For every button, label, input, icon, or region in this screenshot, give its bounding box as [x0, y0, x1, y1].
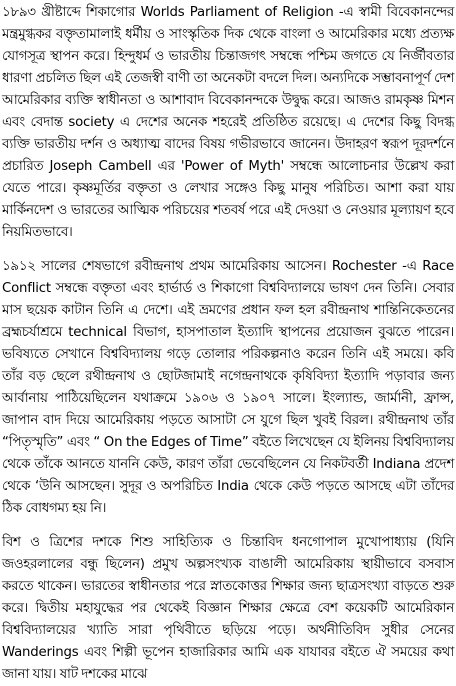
paragraph-gap: [2, 244, 454, 256]
paragraph-gap: [2, 520, 454, 532]
paragraph-immigration: বিশ ও ত্রিশের দশকে শিশু সাহিত্যিক ও চিন্তাবিদ ধনগোপাল মুখোপাধ্যায় (যিনি জওহরলালের বন্ধু ছিলেন) প্রমুখ অল্পসংখ্যক বাঙালী আমেরিকায় স্থায়ীভাবে বসবাস করতে থাকেন। ভারতের স্বাধীনতার পরে স্নাতকোত্তর শিক্ষার জন্য ছাত্রসংখ্যা বাড়তে শুরু করে। দ্বিতীয় মহাযুদ্ধের পর থেকেই বিজ্ঞান শিক্ষার ক্ষেত্রে বেশ কয়েকটি আমেরিকান বিশ্ববিদ্যালয়ের খ্যাতি সারা পৃথিবীতে ছড়িয়ে পড়ে। অর্থনীতিবিদ সুধীর সেনের Wanderings এবং শিল্পী ভূপেন হাজারিকার আমি এক যাযাবর বইতে ঐ সময়ের কথা জানা যায়। ষাট দশকের মাঝে: [2, 535, 454, 682]
paragraph-rabindranath: ১৯১২ সালের শেষভাগে রবীন্দ্রনাথ প্রথম আমেরিকায় আসেন। Rochester -এ Race Conflict সম্বন্ধে বক্তৃতা এবং হার্ভার্ড ও শিকাগো বিশ্ববিদ্যালয়ে ভাষণ দেন তিনি। সেবার মাস ছয়েক কাটান তিনি এ দেশে। এই ভ্রমণের প্রধান ফল হল রবীন্দ্রনাথ শান্তিনিকেতনের ব্রহ্মচর্যাশ্রমে technical বিভাগ, হাসপাতাল ইত্যাদি স্থাপনের প্রয়োজন বুঝতে পারেন। ভবিষ্যতে সেখানে বিশ্ববিদ্যালয় গড়ে তোলার পরিকল্পনাও করেন তিনি এই সময়ে। কবি তাঁর বড় ছেলে রথীন্দ্রনাথ ও ছোটজামাই নগেন্দ্রনাথকে কৃষিবিদ্যা ইত্যাদি পড়াবার জন্য আর্বানায় পাঠিয়েছিলেন যথাক্রমে ১৯০৬ ও ১৯০৭ সালে। ইংল্যান্ড, জার্মানী, ফ্রান্স, জাপান বাদ দিয়ে আমেরিকায় পড়তে আসাটা সে যুগে ছিল খুবই বিরল। রথীন্দ্রনাথ তাঁর “পিতৃস্মৃতি” এবং “ On the Edges of Time” বইতে লিখেছেন যে ইলিনয় বিশ্ববিদ্যালয় থেকে তাঁকে আনতে যাননি কেউ, কারণ তাঁরা ভেবেছিলেন যে নিকটবর্তী Indiana প্রদেশ থেকে ‘উনি আসছেন। সুদূর ও অপরিচিত India থেকে কেউ পড়তে আসছে এটা তাঁদের ঠিক বোধগম্য হয় নি।: [2, 259, 454, 516]
paragraph-vivekananda: ১৮৯৩ খ্রীষ্টাব্দে শিকাগোর Worlds Parliament of Religion -এ স্বামী বিবেকানন্দের মন্ত্রমুগ্ধকর বক্তৃতামালাই ধর্মীয় ও সাংস্কৃতিক দিক থেকে বাংলা ও আমেরিকার মধ্যে প্রত্যক্ষ যোগসূত্র স্থাপন করে। হিন্দুধর্ম ও ভারতীয় চিন্তাজগৎ সম্বন্ধে পশ্চিম জগতে যে নির্জীবতার ধারণা প্রচলিত ছিল এই তেজস্বী বাণী তা অনেকটা বদলে দিল। অন্যদিকে সম্ভাবনাপূর্ণ দেশ আমেরিকার ব্যক্তি স্বাধীনতা ও আশাবাদ বিবেকানন্দকে উদ্বুদ্ধ করে। আজও রামকৃষ্ণ মিশন এবং বেদান্ত society এ দেশের অনেক শহরেই প্রতিষ্ঠিত রয়েছে। এ দেশের কিছু বিদগ্ধ ব্যক্তি ভারতীয় দর্শন ও অধ্যাত্ম বাদের বিষয় গভীরভাবে জানেন। উদাহরণ স্বরূপ দূরদর্শনে প্রচারিত Joseph Cambell এর 'Power of Myth' সম্বন্ধে আলোচনার উল্লেখ করা যেতে পারে। কৃষ্ণমূর্তির বক্তৃতা ও লেখার সঙ্গেও কিছু মানুষ পরিচিত। আশা করা যায় মার্কিনদেশ ও ভারতের আত্মিক পরিচয়ের শতবর্ষ পরে এই দেওয়া ও নেওয়ার মূল্যায়ণ হবে নিয়মিতভাবে।: [2, 5, 454, 240]
